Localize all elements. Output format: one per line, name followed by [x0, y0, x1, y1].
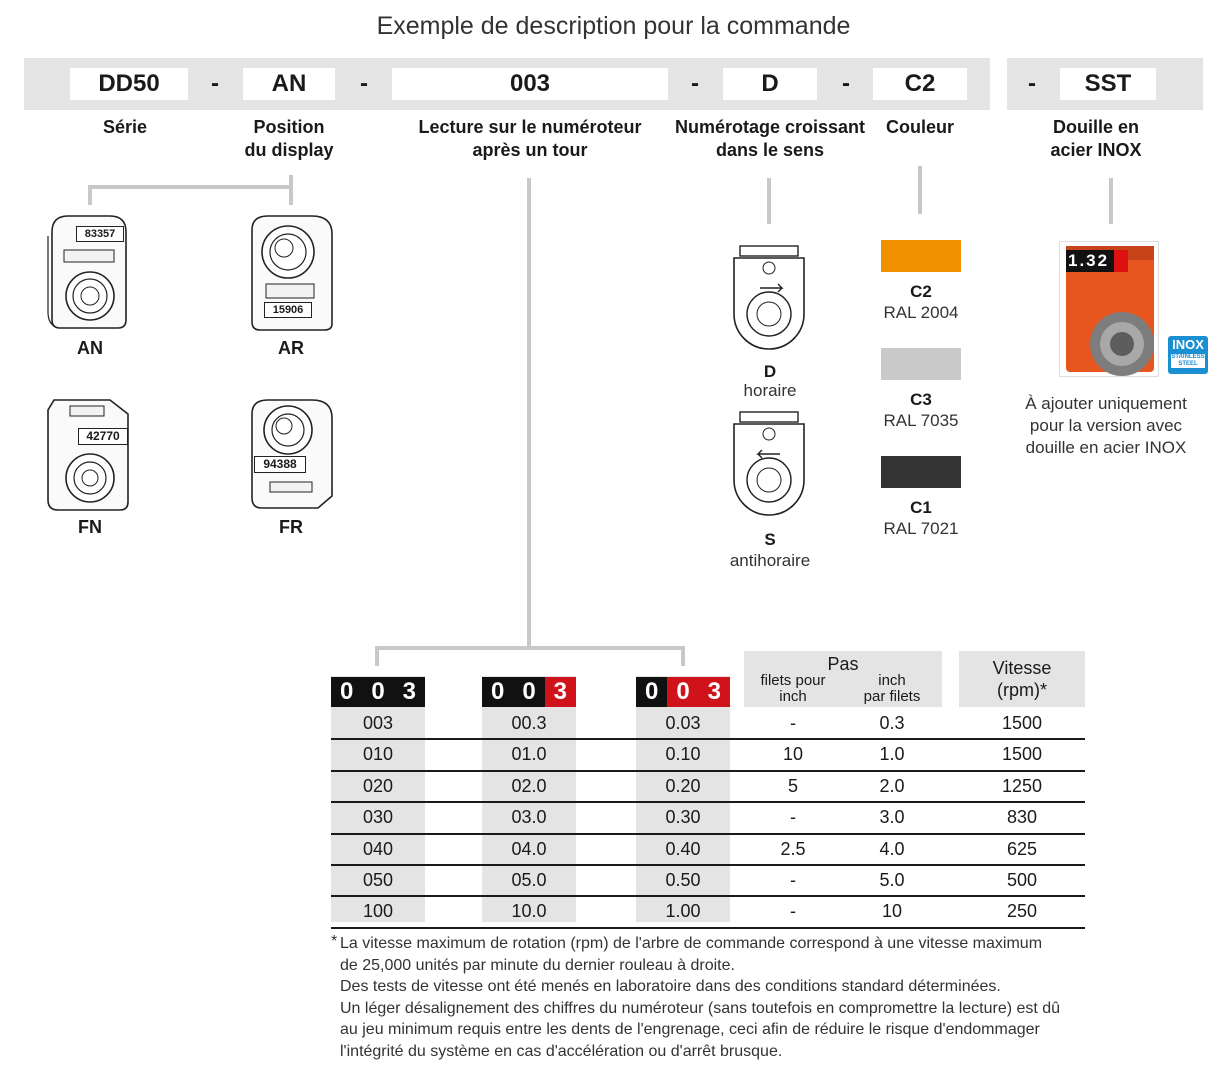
table-cell: 0.10 [665, 744, 701, 765]
connector-line [918, 166, 922, 214]
code-separator: - [1028, 70, 1036, 97]
label-s: S [764, 530, 776, 549]
table-cell: 4.0 [879, 838, 905, 859]
inox-badge [1168, 336, 1208, 374]
color-c1-code: C1 [910, 498, 932, 517]
label-horaire: horaire [743, 381, 797, 400]
code-douille: SST [1060, 68, 1156, 100]
header-couleur: Couleur [885, 117, 954, 137]
table-cell: 02.0 [511, 775, 547, 796]
inox-badge-sub: STAINLESS STEEL [1171, 354, 1205, 367]
digit: 0 [522, 678, 536, 705]
table-cell: - [790, 713, 796, 733]
table-cell: 010 [362, 744, 394, 765]
label-fr: FR [279, 517, 303, 537]
digit-header-3 [636, 677, 730, 707]
connector-line [767, 178, 771, 224]
code-separator: - [842, 70, 850, 97]
connector-line [527, 178, 531, 648]
table-cell: 0.20 [665, 775, 701, 796]
code-separator: - [691, 70, 699, 97]
table-cell: 01.0 [511, 744, 547, 765]
page-title: Exemple de description pour la commande [376, 12, 851, 40]
table-cell: 00.3 [511, 713, 547, 733]
pas-label: Pas [827, 654, 859, 674]
header-serie: Série [102, 117, 148, 137]
inox-badge-label: INOX [1172, 337, 1204, 352]
digit: 0 [644, 678, 659, 705]
table-cell: 830 [1006, 807, 1038, 828]
indicator-fn-drawing [40, 396, 136, 514]
table-cell: 10.0 [511, 901, 547, 922]
display-fn: 42770 [78, 428, 128, 445]
table-cell: 0.30 [665, 807, 701, 828]
code-separator: - [211, 70, 219, 97]
footnote [340, 933, 1120, 1063]
connector-line [375, 646, 685, 650]
table-cell: 0.50 [665, 870, 701, 890]
table-cell: 1250 [1001, 775, 1043, 796]
connector-line [375, 646, 379, 666]
label-fn: FN [78, 517, 102, 537]
label-d: D [763, 362, 777, 381]
connector-line [681, 646, 685, 666]
table-cell: 10 [782, 744, 804, 765]
table-cell: 0.03 [665, 713, 701, 733]
label-ar: AR [278, 338, 304, 358]
table-cell: 040 [362, 838, 394, 859]
header-position: Position du display [244, 117, 334, 160]
table-cell: 5 [787, 775, 798, 796]
connector-line [289, 175, 293, 205]
table-cell: 625 [1006, 838, 1038, 859]
footnote-line: Des tests de vitesse ont été menés en laboratoire dans des conditions standard déterminées. [340, 978, 1001, 996]
color-c2-ral: RAL 2004 [883, 303, 959, 322]
footnote-line: de 25,000 unités par minute du dernier rouleau à droite. [340, 956, 735, 974]
digit: 0 [667, 677, 698, 707]
connector-line [1109, 178, 1113, 224]
code-lecture: 003 [392, 68, 668, 100]
table-cell: 5.0 [879, 870, 905, 890]
table-cell: 04.0 [511, 838, 547, 859]
indicator-fr-drawing [244, 396, 340, 514]
inox-note: À ajouter uniquement pour la version avec douille en acier INOX [1025, 394, 1187, 457]
table-cell: 250 [1006, 901, 1038, 922]
table-cell: 3.0 [879, 807, 905, 828]
table-cell: 0.3 [879, 713, 905, 733]
table-cell: - [790, 901, 796, 922]
header-lecture: Lecture sur le numéroteur après un tour [418, 117, 642, 160]
footnote-line: au jeu minimum requis entre les dents de l'engrenage, ceci afin de réduire le risque d'endommager [340, 1021, 1040, 1039]
table-cell: 1.00 [665, 901, 701, 922]
table-cell: 03.0 [511, 807, 547, 828]
color-c3-ral: RAL 7035 [883, 411, 959, 430]
table-cell: 020 [362, 775, 394, 796]
code-serie: DD50 [70, 68, 188, 100]
connector-line [88, 185, 292, 189]
footnote-line: Un léger désalignement des chiffres du numéroteur (sans toutefois en compromettre la lecture) est dû [340, 999, 1061, 1017]
code-numerotage: D [723, 68, 817, 100]
label-antihoraire: antihoraire [729, 551, 811, 570]
digit: 0 [371, 678, 385, 705]
table-cell: 1.0 [879, 744, 905, 765]
table-cell: 1500 [1001, 713, 1043, 733]
code-position: AN [243, 68, 335, 100]
table-cell: 10 [881, 901, 903, 922]
table-cell: 500 [1006, 870, 1038, 890]
color-c2-code: C2 [910, 282, 932, 301]
pas-sub2: inch par filets [863, 672, 921, 705]
display-ar: 15906 [264, 302, 312, 318]
footnote-star: * [331, 933, 338, 950]
table-cell: 003 [362, 713, 394, 733]
digit: 3 [402, 678, 416, 705]
digit-header-1 [331, 677, 425, 707]
rotation-s-drawing [730, 410, 808, 520]
code-couleur: C2 [873, 68, 967, 100]
swatch-c1 [881, 456, 961, 488]
table-cell: 1500 [1001, 744, 1043, 765]
table-cell: 050 [362, 870, 394, 890]
inox-product-display: 1.32 [1068, 251, 1110, 270]
table-cell: 05.0 [511, 870, 547, 890]
connector-line [88, 185, 92, 205]
table-cell: 030 [362, 807, 394, 828]
color-c3-code: C3 [910, 390, 932, 409]
swatch-c2 [881, 240, 961, 272]
pas-sub1: filets pour inch [760, 672, 826, 705]
table-cell: 0.40 [665, 838, 701, 859]
vitesse-label: Vitesse (rpm)* [992, 658, 1052, 700]
table-cell: - [790, 870, 796, 890]
table-cell: - [790, 807, 796, 828]
display-fr: 94388 [254, 456, 306, 473]
table-cell: 100 [362, 901, 394, 922]
digit: 0 [339, 678, 354, 705]
digit-header-2 [482, 677, 576, 707]
header-douille: Douille en acier INOX [1050, 117, 1142, 160]
footnote-line: La vitesse maximum de rotation (rpm) de l'arbre de commande correspond à une vitesse maximum [340, 935, 1043, 952]
footnote-line: l'intégrité du système en cas d'accélération ou d'arrêt brusque. [340, 1042, 783, 1060]
code-separator: - [360, 70, 368, 97]
display-an: 83357 [76, 226, 124, 242]
digit: 3 [699, 677, 730, 707]
digit: 3 [545, 677, 576, 707]
header-numerotage: Numérotage croissant dans le sens [674, 117, 866, 160]
color-c1-ral: RAL 7021 [883, 519, 959, 538]
rotation-d-drawing [730, 244, 808, 354]
table-cell: 2.5 [780, 838, 806, 859]
digit: 0 [490, 678, 505, 705]
table-cell: 2.0 [879, 775, 905, 796]
label-an: AN [77, 338, 103, 358]
swatch-c3 [881, 348, 961, 380]
